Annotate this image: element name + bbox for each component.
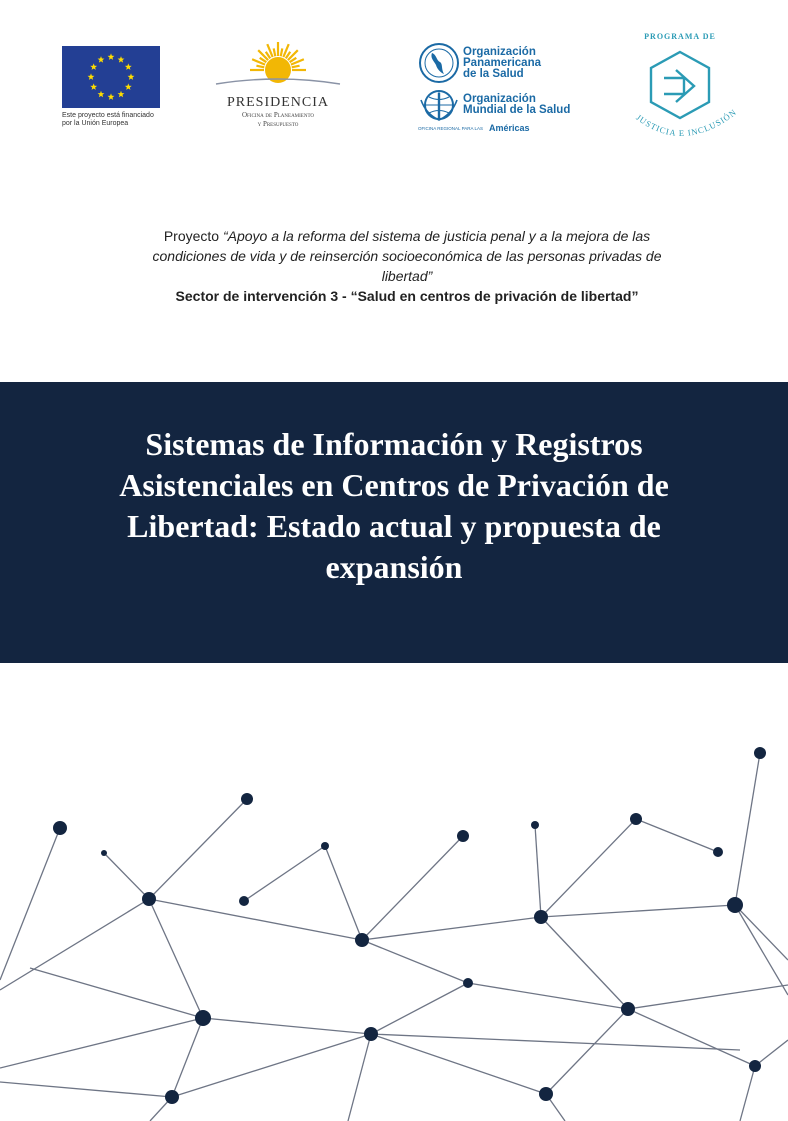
presidencia-logo xyxy=(212,40,344,129)
network-edge xyxy=(362,940,468,983)
paho-line1: Organización xyxy=(463,45,536,58)
network-edge xyxy=(628,1009,755,1066)
network-edge xyxy=(348,1034,371,1121)
sun-icon xyxy=(212,40,344,90)
network-node xyxy=(195,1010,211,1026)
oms-row xyxy=(418,88,588,122)
network-edge xyxy=(541,819,636,917)
programa-bottom-label: JUSTICIA E INCLUSIÓN xyxy=(634,106,739,139)
eu-caption-line2: por la Unión Europea xyxy=(62,120,129,127)
project-description xyxy=(100,226,714,306)
network-edge xyxy=(755,1040,788,1066)
network-edge xyxy=(0,1018,203,1068)
regional-office xyxy=(418,123,588,133)
network-node xyxy=(539,1087,553,1101)
americas-label: Américas xyxy=(489,123,530,133)
network-node xyxy=(621,1002,635,1016)
network-graphic xyxy=(0,663,788,1121)
project-name-line2: condiciones de vida y de reinserción socioeconómica de las personas privadas de xyxy=(152,248,662,264)
network-edge xyxy=(740,1066,755,1121)
network-node xyxy=(321,842,329,850)
document-title xyxy=(70,424,718,588)
eu-logo xyxy=(62,46,182,128)
network-edge xyxy=(0,899,149,990)
network-edge xyxy=(371,1034,740,1050)
ops-row xyxy=(418,42,588,84)
eu-stars-icon xyxy=(62,46,160,108)
network-node xyxy=(355,933,369,947)
network-edge xyxy=(362,836,463,940)
logo-row xyxy=(0,0,788,180)
regional-office-label: OFICINA REGIONAL PARA LAS xyxy=(418,125,484,131)
eu-flag xyxy=(62,46,160,108)
project-line3 xyxy=(100,266,714,286)
network-edge xyxy=(735,905,788,995)
network-node xyxy=(713,847,723,857)
who-emblem-icon xyxy=(418,88,460,122)
network-edge xyxy=(636,819,718,852)
network-node xyxy=(364,1027,378,1041)
programa-top-label: PROGRAMA DE xyxy=(644,32,716,41)
ops-oms-logo xyxy=(418,42,588,133)
network-node xyxy=(142,892,156,906)
project-lead: Proyecto xyxy=(163,228,223,244)
who-name xyxy=(463,94,570,116)
network-node xyxy=(101,850,107,856)
network-edge xyxy=(104,853,149,899)
network-edge xyxy=(0,828,60,980)
network-edge xyxy=(172,1018,203,1097)
presidencia-sub-line1: Oficina de Planeamiento xyxy=(241,111,315,119)
paho-line3: de la Salud xyxy=(463,67,524,80)
network-node xyxy=(749,1060,761,1072)
project-name-line3: libertad” xyxy=(381,268,433,284)
network-edge xyxy=(546,1009,628,1094)
project-sector: Sector de intervención 3 - “Salud en centros de privación de libertad” xyxy=(175,288,639,304)
programa-logo xyxy=(624,32,742,152)
eu-caption-line1: Este proyecto está financiado xyxy=(62,112,154,119)
network-node xyxy=(727,897,743,913)
title-line1: Sistemas de Información y Registros xyxy=(145,426,643,462)
presidencia-title: PRESIDENCIA xyxy=(226,95,329,110)
title-line2: Asistenciales en Centros de Privación de xyxy=(119,467,669,503)
network-edge xyxy=(30,968,203,1018)
network-edge xyxy=(244,846,325,901)
network-edge xyxy=(371,1034,546,1094)
who-line2: Mundial de la Salud xyxy=(463,104,571,116)
network-node xyxy=(241,793,253,805)
network-edge xyxy=(362,917,541,940)
project-name-line1: “Apoyo a la reforma del sistema de justicia penal y a la mejora de las xyxy=(222,228,651,244)
network-node xyxy=(531,821,539,829)
paho-globe-icon xyxy=(418,42,460,84)
network-node xyxy=(754,747,766,759)
eu-caption xyxy=(62,112,182,128)
network-edge xyxy=(203,1018,371,1034)
network-edge xyxy=(468,983,628,1009)
network-edge xyxy=(628,985,788,1009)
presidencia-subtitle xyxy=(212,111,344,129)
paho-name xyxy=(463,47,541,80)
network-edge xyxy=(149,799,247,899)
project-line2 xyxy=(100,246,714,266)
network-edge xyxy=(0,1082,172,1097)
project-line1 xyxy=(100,226,714,246)
network-edge xyxy=(371,983,468,1034)
network-edge xyxy=(149,899,362,940)
network-edge xyxy=(535,825,541,917)
title-line4: expansión xyxy=(325,549,463,585)
presidencia-sub-line2: y Presupuesto xyxy=(257,120,299,128)
paho-line2: Panamericana xyxy=(463,56,541,69)
network-edge xyxy=(541,905,735,917)
network-node xyxy=(457,830,469,842)
network-edge xyxy=(149,899,203,1018)
justice-hexagon-icon xyxy=(624,32,742,152)
network-edge xyxy=(325,846,362,940)
network-node xyxy=(630,813,642,825)
network-edge xyxy=(172,1034,371,1097)
network-edge xyxy=(735,905,788,960)
title-line3: Libertad: Estado actual y propuesta de xyxy=(127,508,661,544)
who-line1: Organización xyxy=(463,93,536,105)
network-node xyxy=(534,910,548,924)
network-node xyxy=(463,978,473,988)
network-edge xyxy=(541,917,628,1009)
network-node xyxy=(239,896,249,906)
network-node xyxy=(53,821,67,835)
network-node xyxy=(165,1090,179,1104)
network-edge xyxy=(735,753,760,905)
